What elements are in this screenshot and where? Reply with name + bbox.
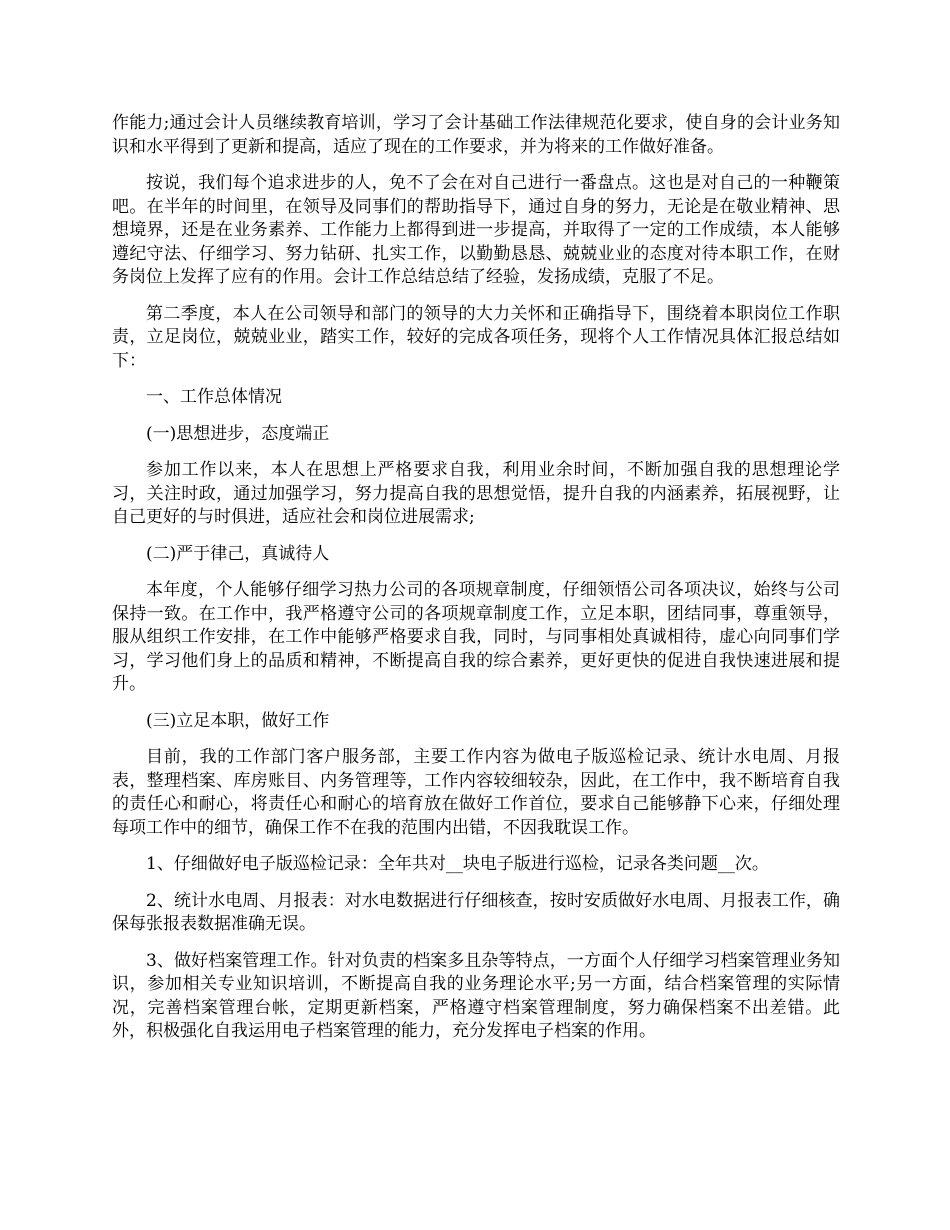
list-item: 1、仔细做好电子版巡检记录：全年共对__块电子版进行巡检，记录各类问题__次。 bbox=[146, 854, 769, 874]
subsection-heading: (一)思想进步，态度端正 bbox=[146, 423, 330, 444]
list-item: 3、做好档案管理工作。针对负责的档案多且杂等特点，一方面个人仔细学习档案管理业务知识，参加相关专业知识培训，不断提高自我的业务理论水平;另一方面，结合档案管理的实际情况，完善档案管理台帐，定期更新档案，严格遵守档案管理制度，努力确保档案不出差错。此外，积极强化自我运用电子档案管理的能力，充分发挥电子档案的作用。 bbox=[112, 950, 840, 1041]
paragraph: 目前，我的工作部门客户服务部，主要工作内容为做电子版巡检记录、统计水电周、月报表，整理档案、库房账目、内务管理等，工作内容较细较杂，因此，在工作中，我不断培育自我的责任心和耐心，将责任心和耐心的培育放在做好工作首位，要求自己能够静下心来，仔细处理每项工作中的细节，确保工作不在我的范围内出错，不因我耽误工作。 bbox=[112, 747, 840, 838]
document-body bbox=[112, 112, 840, 1057]
paragraph: 作能力;通过会计人员继续教育培训，学习了会计基础工作法律规范化要求，使自身的会计业务知识和水平得到了更新和提高，适应了现在的工作要求，并为将来的工作做好准备。 bbox=[112, 113, 840, 157]
subsection-heading: (二)严于律己，真诚待人 bbox=[146, 543, 330, 564]
paragraph: 按说，我们每个追求进步的人，免不了会在对自己进行一番盘点。这也是对自己的一种鞭策吧。在半年的时间里，在领导及同事们的帮助指导下，通过自身的努力，无论是在敬业精神、思想境界，还是在业务素养、工作能力上都得到进一步提高，并取得了一定的工作成绩，本人能够遵纪守法、仔细学习、努力钻研、扎实工作，以勤勤恳恳、兢兢业业的态度对待本职工作，在财务岗位上发挥了应有的作用。会计工作总结总结了经验，发扬成绩，克服了不足。 bbox=[112, 173, 840, 287]
section-heading: 一、工作总体情况 bbox=[146, 387, 282, 407]
subsection-heading: (三)立足本职，做好工作 bbox=[146, 710, 330, 731]
list-item: 2、统计水电周、月报表：对水电数据进行仔细核查，按时安质做好水电周、月报表工作，确保每张报表数据准确无误。 bbox=[112, 890, 840, 934]
paragraph: 参加工作以来，本人在思想上严格要求自我，利用业余时间，不断加强自我的思想理论学习，关注时政，通过加强学习，努力提高自我的思想觉悟，提升自我的内涵素养，拓展视野，让自己更好的与时俱进，适应社会和岗位进展需求; bbox=[112, 460, 840, 527]
paragraph: 第二季度，本人在公司领导和部门的领导的大力关怀和正确指导下，围绕着本职岗位工作职责，立足岗位，兢兢业业，踏实工作，较好的完成各项任务，现将个人工作情况具体汇报总结如下： bbox=[112, 303, 840, 371]
paragraph: 本年度，个人能够仔细学习热力公司的各项规章制度，仔细领悟公司各项决议，始终与公司保持一致。在工作中，我严格遵守公司的各项规章制度工作，立足本职，团结同事，尊重领导，服从组织工作安排，在工作中能够严格要求自我，同时，与同事相处真诚相待，虚心向同事们学习，学习他们身上的品质和精神，不断提高自我的综合素养，更好更快的促进自我快速进展和提升。 bbox=[112, 580, 840, 694]
